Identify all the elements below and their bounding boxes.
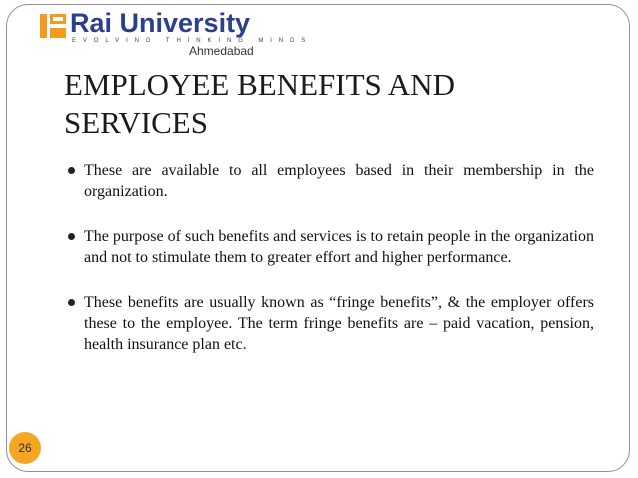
bullet-text: These benefits are usually known as “fringe benefits”, & the employer offers these to the employee. The term fringe benefits are – paid vacation, pension, health insurance plan etc.	[84, 294, 594, 353]
bullet-text: The purpose of such benefits and services is to retain people in the organization and not to stimulate them to greater effort and higher performance.	[84, 228, 594, 266]
bullet-dot-icon	[68, 233, 75, 240]
bullet-item	[62, 226, 594, 268]
bullet-item	[62, 160, 594, 202]
bullet-text: These are available to all employees based in their membership in the organization.	[84, 162, 594, 200]
page-number-badge	[9, 432, 41, 464]
university-name: Rai University	[70, 8, 251, 38]
university-city: Ahmedabad	[189, 44, 254, 58]
bullet-dot-icon	[68, 167, 75, 174]
bullet-item	[62, 292, 594, 355]
university-logo-icon	[40, 14, 66, 38]
slide-title: EMPLOYEE BENEFITS AND SERVICES	[64, 67, 455, 140]
page-number: 26	[18, 441, 32, 455]
bullet-list	[62, 160, 594, 379]
bullet-dot-icon	[68, 299, 75, 306]
university-tagline: EVOLVING THINKING MINDS	[72, 38, 313, 44]
